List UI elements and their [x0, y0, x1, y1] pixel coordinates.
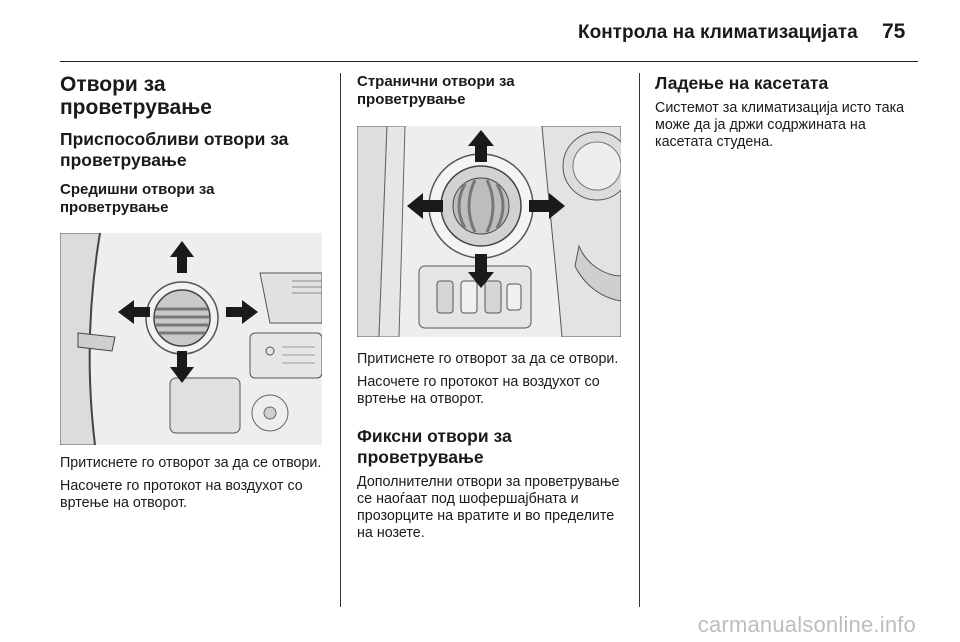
instruction-press: Притиснете го отворот за да се отвори.	[60, 455, 322, 471]
fixed-vents-description: Дополнителни отвори за проветрување се наоѓаат под шофершајбната и прозорците на вратите и во пределите на нозете.	[357, 474, 620, 541]
section-title-vents: Отвори за проветрување	[60, 73, 212, 119]
instruction-direct-side: Насочете го протокот на воздухот со вртење на отворот.	[357, 374, 600, 407]
instruction-press-side: Притиснете го отворот за да се отвори.	[357, 351, 619, 367]
side-vent-illustration	[357, 126, 621, 337]
column-divider-1	[340, 73, 341, 607]
column-1	[60, 73, 322, 512]
subsection-title-adjustable: Приспособливи отвори за проветрување	[60, 129, 289, 170]
central-vent-illustration	[60, 233, 322, 445]
section-title-cassette-cooling: Ладење на касетата	[655, 73, 829, 93]
header-rule	[60, 61, 918, 62]
instruction-direct: Насочете го протокот на воздухот со вртење на отворот.	[60, 478, 303, 511]
column-2	[357, 73, 619, 542]
running-header: Контрола на климатизацијата	[578, 22, 858, 43]
column-divider-2	[639, 73, 640, 607]
cassette-cooling-description: Системот за климатизација исто така може да ја држи содржината на касетата студена.	[655, 100, 905, 150]
column-3	[655, 73, 917, 151]
subsection-title-fixed: Фиксни отвори за проветрување	[357, 426, 512, 467]
subsection-title-central: Средишни отвори за проветрување	[60, 181, 215, 216]
subsection-title-side: Странични отвори за проветрување	[357, 73, 515, 108]
watermark: carmanualsonline.info	[697, 612, 916, 637]
page-number: 75	[882, 20, 906, 43]
